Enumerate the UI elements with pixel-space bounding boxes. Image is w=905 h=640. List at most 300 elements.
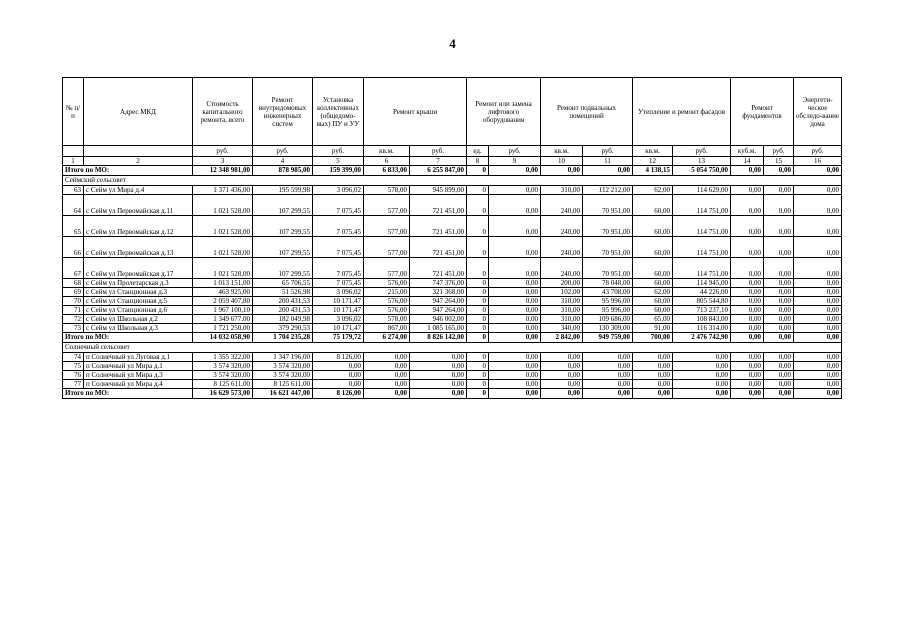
row-value: 0 (467, 362, 489, 371)
row-value: 576,00 (364, 279, 410, 288)
header-engineering-systems: Ремонт внутридомовых инженерных систем (253, 78, 313, 146)
row-value: 0,00 (794, 353, 842, 362)
row-value: 107 299,55 (253, 258, 313, 279)
row-value: 0,00 (410, 380, 467, 389)
column-number: 7 (410, 157, 467, 166)
page-number: 4 (449, 36, 456, 51)
row-value: 379 290,53 (253, 324, 313, 333)
row-value: 577,00 (364, 195, 410, 216)
row-value: 116 314,00 (673, 324, 731, 333)
total-value: 16 629 573,00 (193, 389, 253, 399)
row-value: 0,00 (731, 306, 764, 315)
row-value: 0 (467, 380, 489, 389)
units-blank (63, 146, 84, 157)
row-value: 0,00 (731, 315, 764, 324)
row-value: 0,00 (313, 362, 364, 371)
row-value: 0,00 (489, 362, 541, 371)
header-basement: Ремонт подвальных помещений (541, 78, 633, 146)
row-value: 7 075,45 (313, 216, 364, 237)
total-value: 2 476 742,90 (673, 333, 731, 343)
row-value: 114 751,00 (673, 258, 731, 279)
unit-cell: руб. (410, 146, 467, 157)
row-address: п Солнечный ул Мира д.3 (84, 371, 193, 380)
row-value: 945 899,00 (410, 186, 467, 195)
row-value: 0,00 (764, 306, 794, 315)
row-value: 310,00 (541, 306, 583, 315)
total-value: 0,00 (731, 166, 764, 176)
row-value: 0,00 (794, 237, 842, 258)
row-value: 1 347 196,00 (253, 353, 313, 362)
total-value: 0,00 (489, 389, 541, 399)
row-value: 0 (467, 315, 489, 324)
row-address: с Сейм ул Станционная д.6 (84, 306, 193, 315)
total-value: 0,00 (541, 166, 583, 176)
row-number: 64 (63, 195, 84, 216)
row-value: 1 371 436,00 (193, 186, 253, 195)
total-value: 0,00 (673, 389, 731, 399)
row-value: 0,00 (764, 258, 794, 279)
total-value: 0,00 (364, 389, 410, 399)
row-value: 0,00 (794, 288, 842, 297)
table-row (63, 186, 842, 195)
row-value: 0,00 (541, 371, 583, 380)
row-value: 0,00 (764, 362, 794, 371)
row-value: 0,00 (633, 353, 673, 362)
row-value: 0,00 (764, 315, 794, 324)
total-value: 5 054 750,00 (673, 166, 731, 176)
section-row (63, 176, 842, 186)
row-value: 0,00 (673, 380, 731, 389)
row-number: 63 (63, 186, 84, 195)
row-value: 1 013 151,00 (193, 279, 253, 288)
row-number: 72 (63, 315, 84, 324)
total-row (63, 389, 842, 399)
row-value: 867,00 (364, 324, 410, 333)
row-value: 0,00 (673, 353, 731, 362)
row-value: 0,00 (364, 362, 410, 371)
units-blank (84, 146, 193, 157)
row-value: 0,00 (583, 371, 633, 380)
row-value: 107 299,55 (253, 237, 313, 258)
row-value: 463 925,00 (193, 288, 253, 297)
row-value: 0,00 (541, 380, 583, 389)
row-value: 0 (467, 324, 489, 333)
row-address: п Солнечный ул Мира д.4 (84, 380, 193, 389)
row-value: 0 (467, 353, 489, 362)
row-value: 0,00 (731, 279, 764, 288)
total-value: 8 826 142,00 (410, 333, 467, 343)
row-value: 947 264,00 (410, 306, 467, 315)
row-value: 0,00 (541, 362, 583, 371)
row-value: 60,00 (633, 258, 673, 279)
total-value: 0 (467, 166, 489, 176)
row-value: 0,00 (633, 371, 673, 380)
row-value: 200,00 (541, 279, 583, 288)
row-value: 576,00 (364, 297, 410, 306)
row-value: 1 085 165,00 (410, 324, 467, 333)
row-value: 10 171,47 (313, 324, 364, 333)
row-value: 44 226,00 (673, 288, 731, 297)
row-value: 0,00 (489, 237, 541, 258)
header-address: Адрес МКД (84, 78, 193, 146)
total-value: 0,00 (583, 389, 633, 399)
row-value: 8 125 611,00 (253, 380, 313, 389)
section-label: Солнечный сельсовет (63, 343, 842, 353)
row-value: 114 751,00 (673, 216, 731, 237)
row-value: 0,00 (731, 371, 764, 380)
row-value: 578,00 (364, 315, 410, 324)
row-value: 240,00 (541, 216, 583, 237)
total-value: 0,00 (794, 166, 842, 176)
row-value: 70 951,00 (583, 195, 633, 216)
row-value: 91,00 (633, 324, 673, 333)
unit-cell: руб. (583, 146, 633, 157)
row-value: 0 (467, 258, 489, 279)
row-value: 0,00 (489, 279, 541, 288)
total-value: 0,00 (764, 333, 794, 343)
total-value: 0,00 (794, 389, 842, 399)
row-value: 107 299,55 (253, 195, 313, 216)
total-value: 0,00 (489, 333, 541, 343)
row-value: 0,00 (313, 371, 364, 380)
row-value: 0,00 (794, 216, 842, 237)
row-value: 0,00 (794, 324, 842, 333)
row-address: с Сейм ул Школьная д.3 (84, 324, 193, 333)
total-value: 16 621 447,00 (253, 389, 313, 399)
row-value: 3 096,02 (313, 315, 364, 324)
row-value: 0,00 (764, 324, 794, 333)
total-value: 0,00 (633, 389, 673, 399)
total-value: 159 399,00 (313, 166, 364, 176)
row-value: 130 309,00 (583, 324, 633, 333)
unit-cell: руб. (193, 146, 253, 157)
row-value: 577,00 (364, 216, 410, 237)
total-label: Итого по МО: (63, 389, 193, 399)
column-number: 16 (794, 157, 842, 166)
column-number: 13 (673, 157, 731, 166)
table-row (63, 297, 842, 306)
total-value: 6 255 847,00 (410, 166, 467, 176)
table-row (63, 237, 842, 258)
header-total-cost: Стоимость капитального ремонта, всего (193, 78, 253, 146)
row-value: 0,00 (794, 306, 842, 315)
row-value: 102,00 (541, 288, 583, 297)
total-value: 0,00 (731, 333, 764, 343)
row-number: 66 (63, 237, 84, 258)
row-value: 721 451,00 (410, 237, 467, 258)
row-value: 0,00 (764, 297, 794, 306)
row-address: с Сейм ул Первомайская д.17 (84, 258, 193, 279)
total-value: 14 032 058,90 (193, 333, 253, 343)
total-value: 0,00 (794, 333, 842, 343)
header-foundation: Ремонт фундаментов (731, 78, 794, 146)
row-number: 65 (63, 216, 84, 237)
row-value: 0,00 (633, 362, 673, 371)
table-row (63, 288, 842, 297)
row-value: 0,00 (764, 186, 794, 195)
unit-cell: руб. (489, 146, 541, 157)
row-value: 0,00 (794, 258, 842, 279)
column-number: 2 (84, 157, 193, 166)
total-value: 0,00 (410, 389, 467, 399)
row-value: 3 574 320,00 (253, 371, 313, 380)
row-value: 310,00 (541, 186, 583, 195)
row-value: 10 171,47 (313, 297, 364, 306)
row-value: 240,00 (541, 258, 583, 279)
row-value: 0,00 (731, 258, 764, 279)
row-value: 0,00 (731, 297, 764, 306)
row-value: 713 237,10 (673, 306, 731, 315)
row-value: 8 126,00 (313, 353, 364, 362)
row-value: 721 451,00 (410, 258, 467, 279)
column-number: 4 (253, 157, 313, 166)
row-value: 0,00 (364, 380, 410, 389)
column-number: 8 (467, 157, 489, 166)
row-value: 8 125 611,00 (193, 380, 253, 389)
total-value: 0 (467, 389, 489, 399)
column-number: 5 (313, 157, 364, 166)
row-value: 7 075,45 (313, 279, 364, 288)
total-label: Итого по МО: (63, 166, 193, 176)
row-value: 0,00 (583, 380, 633, 389)
row-value: 70 951,00 (583, 237, 633, 258)
row-value: 577,00 (364, 258, 410, 279)
row-value: 0,00 (731, 237, 764, 258)
row-value: 7 075,45 (313, 195, 364, 216)
row-value: 0,00 (731, 186, 764, 195)
total-value: 700,00 (633, 333, 673, 343)
row-value: 70 951,00 (583, 258, 633, 279)
column-number: 12 (633, 157, 673, 166)
row-value: 62,00 (633, 186, 673, 195)
row-value: 0 (467, 195, 489, 216)
section-row (63, 343, 842, 353)
row-value: 576,00 (364, 306, 410, 315)
row-address: с Сейм ул Первомайская д.13 (84, 237, 193, 258)
row-value: 0,00 (489, 195, 541, 216)
row-value: 310,00 (541, 297, 583, 306)
row-value: 0,00 (489, 324, 541, 333)
row-value: 1 021 528,00 (193, 195, 253, 216)
table-row (63, 362, 842, 371)
row-value: 114 629,00 (673, 186, 731, 195)
row-value: 0 (467, 216, 489, 237)
row-value: 0,00 (764, 195, 794, 216)
total-row (63, 166, 842, 176)
header-facade: Утепление и ремонт фасадов (633, 78, 731, 146)
row-value: 182 049,98 (253, 315, 313, 324)
row-value: 1 021 528,00 (193, 216, 253, 237)
column-number: 14 (731, 157, 764, 166)
column-number: 6 (364, 157, 410, 166)
row-address: п Солнечный ул Мира д.1 (84, 362, 193, 371)
table-row (63, 324, 842, 333)
column-number: 10 (541, 157, 583, 166)
row-address: с Сейм ул Мира д.4 (84, 186, 193, 195)
row-value: 0,00 (764, 371, 794, 380)
table-row (63, 279, 842, 288)
units-row (63, 146, 842, 157)
column-numbers-row (63, 157, 842, 166)
total-value: 2 842,00 (541, 333, 583, 343)
row-value: 0,00 (489, 306, 541, 315)
total-value: 0,00 (731, 389, 764, 399)
row-value: 0,00 (489, 258, 541, 279)
row-value: 0,00 (489, 315, 541, 324)
table-row (63, 380, 842, 389)
row-value: 2 059 407,80 (193, 297, 253, 306)
row-value: 195 599,98 (253, 186, 313, 195)
row-value: 3 096,02 (313, 186, 364, 195)
row-value: 65 706,55 (253, 279, 313, 288)
row-value: 0,00 (764, 380, 794, 389)
row-value: 240,00 (541, 237, 583, 258)
column-number: 11 (583, 157, 633, 166)
row-value: 114 945,00 (673, 279, 731, 288)
row-value: 240,00 (541, 195, 583, 216)
table-row (63, 306, 842, 315)
row-value: 3 096,02 (313, 288, 364, 297)
total-value: 0,00 (489, 166, 541, 176)
column-number: 15 (764, 157, 794, 166)
row-value: 7 075,45 (313, 258, 364, 279)
total-value: 6 274,00 (364, 333, 410, 343)
table-row (63, 371, 842, 380)
unit-cell: куб.м. (731, 146, 764, 157)
total-value: 0,00 (764, 166, 794, 176)
row-value: 65,00 (633, 315, 673, 324)
row-value: 0,00 (541, 353, 583, 362)
row-value: 0,00 (731, 380, 764, 389)
header-row (63, 78, 842, 146)
row-value: 0 (467, 297, 489, 306)
row-value: 0,00 (794, 297, 842, 306)
row-number: 76 (63, 371, 84, 380)
row-value: 200 431,53 (253, 306, 313, 315)
row-value: 0,00 (364, 353, 410, 362)
row-value: 107 299,55 (253, 216, 313, 237)
row-number: 70 (63, 297, 84, 306)
header-energy-audit: Энергети-ческое обследо-вание дома (794, 78, 842, 146)
row-value: 0,00 (583, 362, 633, 371)
row-value: 0,00 (583, 353, 633, 362)
row-value: 0,00 (794, 380, 842, 389)
total-value: 0,00 (764, 389, 794, 399)
row-number: 75 (63, 362, 84, 371)
row-value: 340,00 (541, 324, 583, 333)
row-value: 0 (467, 186, 489, 195)
row-value: 60,00 (633, 237, 673, 258)
unit-cell: руб. (253, 146, 313, 157)
header-number: № п/п (63, 78, 84, 146)
row-value: 51 526,98 (253, 288, 313, 297)
row-value: 0,00 (489, 353, 541, 362)
row-value: 0,00 (794, 371, 842, 380)
row-value: 747 376,00 (410, 279, 467, 288)
row-value: 60,00 (633, 297, 673, 306)
row-value: 0,00 (794, 279, 842, 288)
row-value: 0,00 (764, 288, 794, 297)
row-value: 0,00 (764, 279, 794, 288)
row-value: 0,00 (764, 237, 794, 258)
row-value: 0,00 (489, 380, 541, 389)
table-row (63, 216, 842, 237)
row-value: 0,00 (794, 315, 842, 324)
row-number: 73 (63, 324, 84, 333)
row-value: 0,00 (764, 216, 794, 237)
column-number: 9 (489, 157, 541, 166)
table-row (63, 258, 842, 279)
column-number: 1 (63, 157, 84, 166)
row-value: 43 708,00 (583, 288, 633, 297)
row-number: 67 (63, 258, 84, 279)
row-value: 0,00 (673, 362, 731, 371)
table-row (63, 195, 842, 216)
row-value: 0,00 (489, 297, 541, 306)
row-value: 1 021 528,00 (193, 258, 253, 279)
total-value: 6 833,00 (364, 166, 410, 176)
capital-repair-table (62, 77, 842, 399)
row-value: 0,00 (794, 195, 842, 216)
row-value: 108 843,00 (673, 315, 731, 324)
row-number: 74 (63, 353, 84, 362)
row-value: 0 (467, 288, 489, 297)
total-value: 12 348 981,00 (193, 166, 253, 176)
column-number: 3 (193, 157, 253, 166)
header-roof: Ремонт крыши (364, 78, 467, 146)
row-value: 0,00 (731, 324, 764, 333)
row-value: 62,00 (633, 288, 673, 297)
row-value: 3 574 320,00 (193, 371, 253, 380)
unit-cell: руб. (313, 146, 364, 157)
row-value: 60,00 (633, 195, 673, 216)
row-value: 805 544,80 (673, 297, 731, 306)
total-value: 0,00 (583, 166, 633, 176)
total-value: 1 704 235,28 (253, 333, 313, 343)
row-value: 215,00 (364, 288, 410, 297)
row-address: с Сейм ул Пролетарская д.3 (84, 279, 193, 288)
unit-cell: кв.м. (633, 146, 673, 157)
row-value: 0,00 (794, 186, 842, 195)
row-value: 0,00 (731, 362, 764, 371)
unit-cell: руб. (764, 146, 794, 157)
row-value: 0,00 (410, 371, 467, 380)
row-value: 78 048,00 (583, 279, 633, 288)
unit-cell: кв.м. (364, 146, 410, 157)
row-address: с Сейм ул Школьная д.2 (84, 315, 193, 324)
row-value: 0 (467, 279, 489, 288)
row-value: 0,00 (764, 353, 794, 362)
row-value: 70 951,00 (583, 216, 633, 237)
row-value: 60,00 (633, 216, 673, 237)
row-value: 0,00 (489, 216, 541, 237)
row-address: с Сейм ул Первомайская д.12 (84, 216, 193, 237)
row-value: 7 075,45 (313, 237, 364, 258)
total-label: Итого по МО: (63, 333, 193, 343)
row-value: 60,00 (633, 306, 673, 315)
total-value: 4 138,15 (633, 166, 673, 176)
row-value: 321 368,00 (410, 288, 467, 297)
row-value: 0,00 (489, 186, 541, 195)
row-value: 1 355 322,00 (193, 353, 253, 362)
row-value: 10 171,47 (313, 306, 364, 315)
row-value: 0,00 (313, 380, 364, 389)
row-value: 0,00 (794, 362, 842, 371)
header-meters: Установка коллективных (общедомо-вых) ПУ и УУ (313, 78, 364, 146)
row-value: 114 751,00 (673, 195, 731, 216)
total-value: 0,00 (541, 389, 583, 399)
header-elevator: Ремонт или замена лифтового оборудования (467, 78, 541, 146)
